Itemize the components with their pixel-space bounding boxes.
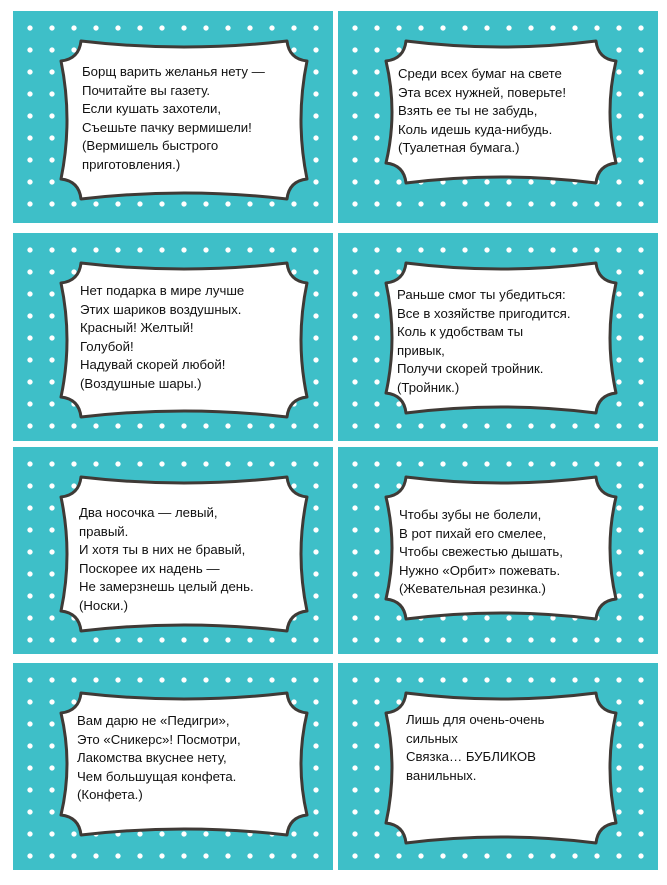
poem-line: Чтобы зубы не болели, xyxy=(399,507,542,522)
poem-line: Все в хозяйстве пригодится. xyxy=(397,305,571,321)
poem-line: (Воздушные шары.) xyxy=(80,375,202,391)
poem-text xyxy=(397,286,571,398)
poem-line: (Конфета.) xyxy=(77,787,143,803)
poem-line: Съешьте пачку вермишели! xyxy=(82,119,252,135)
poem-line: (Жевательная резинка.) xyxy=(399,581,546,597)
poem-line: Надувай скорей любой! xyxy=(80,357,226,373)
poem-line: Вам дарю не «Педигри», xyxy=(77,713,230,728)
poem-text xyxy=(406,711,545,785)
poem-line: Чтобы свежестью дышать, xyxy=(399,544,563,560)
gift-label-card xyxy=(338,447,658,654)
poem-line: Коль идешь куда-нибудь. xyxy=(398,121,553,137)
gift-label-card xyxy=(338,663,658,870)
gift-label-card xyxy=(13,11,333,223)
poem-text xyxy=(82,63,265,175)
poem-line: (Туалетная бумага.) xyxy=(398,140,520,156)
gift-label-card xyxy=(13,663,333,870)
poem-line: Связка… БУБЛИКОВ xyxy=(406,749,536,765)
poem-line: Не замерзнешь целый день. xyxy=(79,579,254,595)
poem-line: Лишь для очень-очень xyxy=(406,712,545,727)
poem-text xyxy=(77,712,241,805)
poem-text xyxy=(80,282,244,394)
poem-line: Чем большущая конфета. xyxy=(77,768,237,784)
poem-text xyxy=(399,506,563,599)
poem-line: Почитайте вы газету. xyxy=(82,82,211,98)
poem-line: Поскорее их надень — xyxy=(79,560,220,576)
poem-line: Раньше смог ты убедиться: xyxy=(397,287,566,302)
poem-line: Красный! Желтый! xyxy=(80,320,194,336)
poem-line: правый. xyxy=(79,523,129,539)
poem-line: приготовления.) xyxy=(82,156,181,172)
poem-line: Два носочка — левый, xyxy=(79,505,218,520)
poem-line: Получи скорей тройник. xyxy=(397,361,544,377)
poem-line: Нет подарка в мире лучше xyxy=(80,283,245,298)
poem-line: Борщ варить желанья нету — xyxy=(82,64,265,79)
poem-line: привык, xyxy=(397,342,445,358)
poem-line: (Вермишель быстрого xyxy=(82,138,219,154)
poem-line: Голубой! xyxy=(80,338,134,354)
poem-line: Если кушать захотели, xyxy=(82,101,222,117)
poem-line: И хотя ты в них не бравый, xyxy=(79,542,246,558)
poem-line: Эта всех нужней, поверьте! xyxy=(398,84,567,100)
poem-line: Этих шариков воздушных. xyxy=(80,301,242,317)
gift-label-card xyxy=(13,233,333,441)
poem-line: (Носки.) xyxy=(79,597,129,613)
gift-label-card xyxy=(338,233,658,441)
poem-line: ванильных. xyxy=(406,767,477,783)
poem-line: Среди всех бумаг на свете xyxy=(398,66,562,81)
poem-line: Коль к удобствам ты xyxy=(397,324,524,340)
poem-text xyxy=(79,504,254,616)
poem-line: В рот пихай его смелее, xyxy=(399,525,547,541)
poem-line: Это «Сникерс»! Посмотри, xyxy=(77,731,241,747)
poem-text xyxy=(398,65,566,158)
poem-line: сильных xyxy=(406,730,458,746)
gift-label-card xyxy=(338,11,658,223)
poem-line: Нужно «Орбит» пожевать. xyxy=(399,562,561,578)
poem-line: (Тройник.) xyxy=(397,379,460,395)
poem-line: Лакомства вкуснее нету, xyxy=(77,750,227,766)
gift-label-card xyxy=(13,447,333,654)
poem-line: Взять ее ты не забудь, xyxy=(398,103,538,119)
